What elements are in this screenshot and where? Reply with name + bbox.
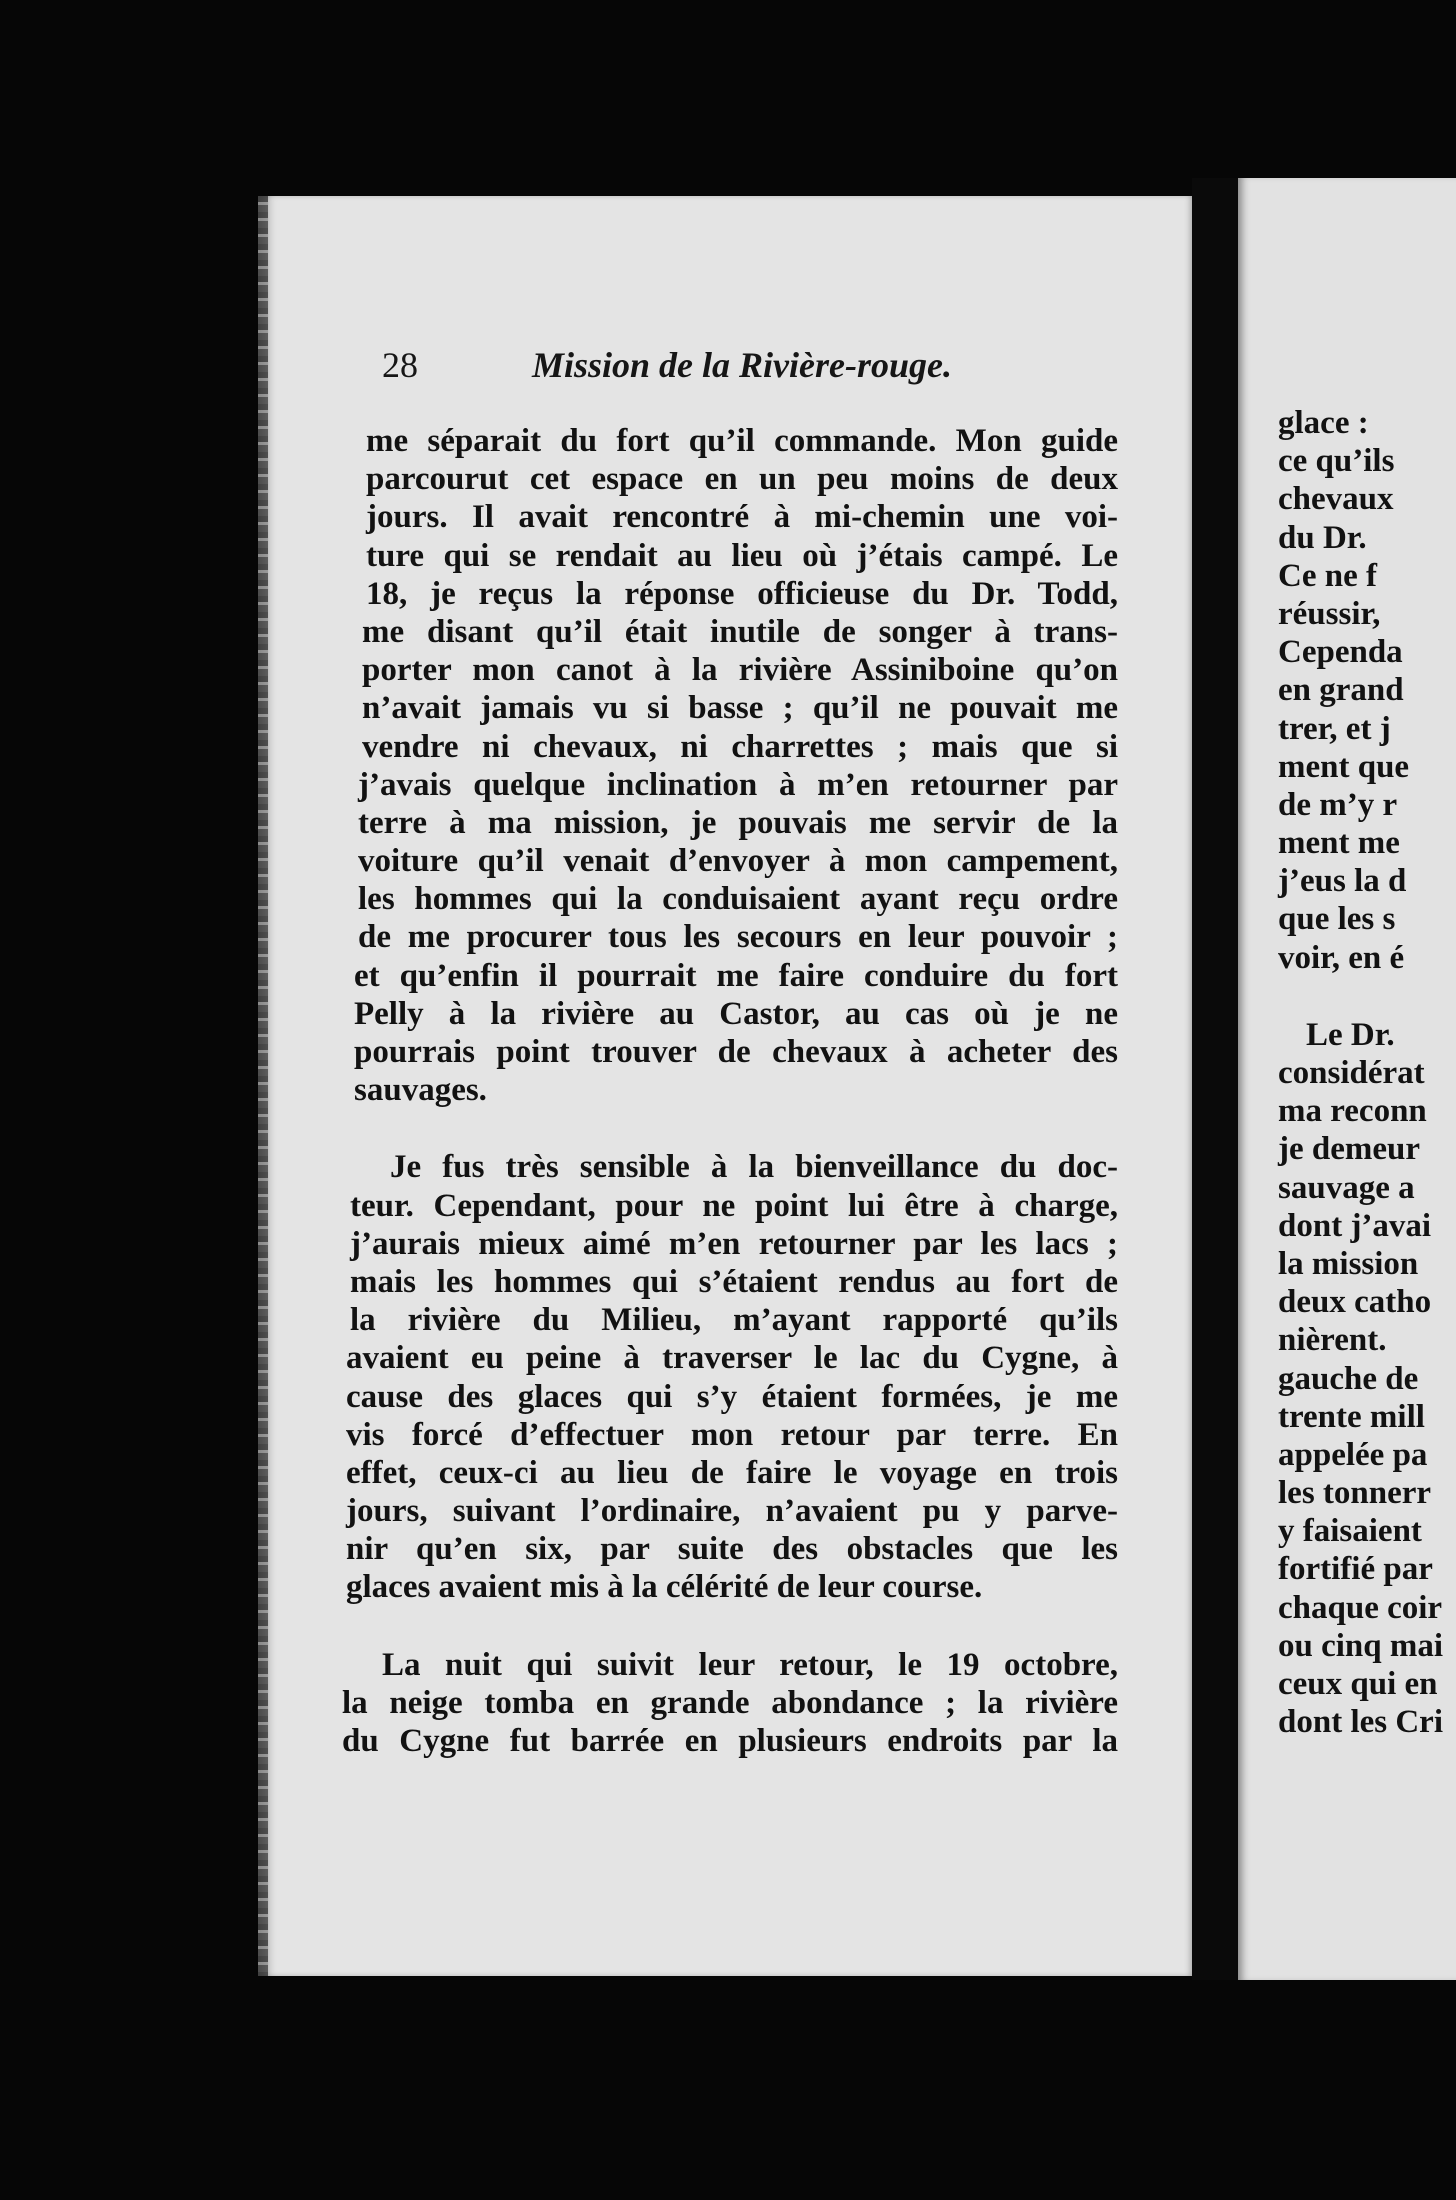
- right-page-text: [1278, 404, 1456, 1741]
- text-line: 18, je reçus la réponse officieuse du Dr. Todd,: [366, 575, 1118, 612]
- text-line: fortifié par: [1278, 1551, 1433, 1588]
- text-line: me séparait du fort qu’il commande. Mon guide: [366, 423, 1118, 459]
- text-line: considérat: [1278, 1055, 1425, 1091]
- text-line: et qu’enfin il pourrait me faire conduire du fort: [354, 957, 1118, 994]
- paragraph-1: [354, 422, 1118, 1109]
- text-line: cause des glaces qui s’y étaient formées, je me: [346, 1378, 1118, 1415]
- text-line: sauvage a: [1278, 1169, 1415, 1206]
- paragraph-gap: [1278, 977, 1456, 1016]
- left-page: [258, 196, 1192, 1976]
- page-number: 28: [382, 345, 418, 385]
- text-line: glaces avaient mis à la célérité de leur course.: [346, 1569, 983, 1606]
- text-line: voiture qu’il venait d’envoyer à mon campement,: [358, 843, 1118, 880]
- text-line: me disant qu’il était inutile de songer à trans-: [362, 613, 1118, 650]
- text-line: porter mon canot à la rivière Assiniboine qu’on: [362, 652, 1118, 689]
- text-line: ma reconn: [1278, 1093, 1427, 1130]
- text-line: y faisaient: [1278, 1513, 1422, 1550]
- text-line: gauche de: [1278, 1360, 1419, 1397]
- text-line: La nuit qui suivit leur retour, le 19 octobre,: [382, 1646, 1118, 1683]
- text-line: j’eus la d: [1278, 863, 1407, 900]
- paragraph-gap: [358, 1607, 1118, 1646]
- text-line: les tonnerr: [1278, 1475, 1432, 1512]
- running-head: [382, 344, 1082, 386]
- text-line: dont j’avai: [1278, 1207, 1432, 1244]
- text-line: ment que: [1278, 748, 1410, 785]
- text-line: appelée pa: [1278, 1436, 1428, 1473]
- text-line: de m’y r: [1278, 786, 1398, 823]
- text-line: ou cinq mai: [1278, 1627, 1444, 1664]
- text-line: jours, suivant l’ordinaire, n’avaient pu y parve-: [346, 1493, 1118, 1530]
- text-line: sauvages.: [354, 1072, 487, 1109]
- text-line: chaque coir: [1278, 1589, 1443, 1626]
- text-line: vendre ni chevaux, ni charrettes ; mais que si: [362, 728, 1118, 765]
- text-line: Le Dr.: [1306, 1016, 1395, 1053]
- text-line: ture qui se rendait au lieu où j’étais campé. Le: [366, 537, 1118, 574]
- paragraph-3: [342, 1646, 1118, 1761]
- text-line: voir, en é: [1278, 939, 1405, 976]
- text-line: Ce ne f: [1278, 557, 1377, 594]
- text-line: en grand: [1278, 672, 1404, 709]
- right-block-2: [1278, 1016, 1456, 1742]
- text-line: deux catho: [1278, 1284, 1432, 1321]
- paragraph-gap: [358, 1109, 1118, 1148]
- text-line: réussir,: [1278, 595, 1381, 632]
- text-line: trer, et j: [1278, 710, 1391, 747]
- right-page-partial: [1238, 178, 1456, 1980]
- text-line: la neige tomba en grande abondance ; la rivière: [342, 1684, 1118, 1721]
- paragraph-2: [346, 1148, 1118, 1606]
- text-line: nir qu’en six, par suite des obstacles que les: [346, 1531, 1118, 1568]
- body-text: [342, 422, 1118, 1760]
- text-line: j’avais quelque inclination à m’en retourner par: [358, 766, 1118, 803]
- text-line: n’avait jamais vu si basse ; qu’il ne pouvait me: [362, 690, 1118, 727]
- text-line: pourrais point trouver de chevaux à acheter des: [354, 1034, 1118, 1070]
- book-gutter: [1192, 178, 1238, 1980]
- text-line: glace :: [1278, 405, 1369, 441]
- text-line: Cependa: [1278, 634, 1403, 671]
- running-title: Mission de la Rivière-rouge.: [532, 345, 952, 385]
- text-line: ment me: [1278, 825, 1400, 862]
- text-line: de me procurer tous les secours en leur pouvoir ;: [358, 919, 1118, 956]
- text-line: les hommes qui la conduisaient ayant reçu ordre: [358, 881, 1118, 918]
- text-line: chevaux: [1278, 481, 1394, 518]
- text-line: ceux qui en: [1278, 1666, 1438, 1702]
- text-line: que les s: [1278, 901, 1396, 938]
- text-line: terre à ma mission, je pouvais me servir de la: [358, 804, 1118, 841]
- text-line: j’aurais mieux aimé m’en retourner par les lacs ;: [350, 1225, 1118, 1262]
- text-line: Pelly à la rivière au Castor, au cas où je ne: [354, 995, 1118, 1032]
- text-line: parcourut cet espace en un peu moins de deux: [366, 461, 1118, 498]
- text-line: ce qu’ils: [1278, 443, 1395, 480]
- text-line: vis forcé d’effectuer mon retour par terre. En: [346, 1416, 1118, 1453]
- text-line: teur. Cependant, pour ne point lui être à charge,: [350, 1187, 1118, 1224]
- text-line: nièrent.: [1278, 1322, 1387, 1359]
- text-line: jours. Il avait rencontré à mi-chemin une voi-: [366, 499, 1118, 536]
- text-line: avaient eu peine à traverser le lac du Cygne, à: [346, 1340, 1118, 1377]
- text-line: la rivière du Milieu, m’ayant rapporté qu’ils: [350, 1302, 1118, 1339]
- text-line: mais les hommes qui s’étaient rendus au fort de: [350, 1263, 1118, 1300]
- text-line: dont les Cri: [1278, 1704, 1443, 1741]
- text-line: Je fus très sensible à la bienveillance du doc-: [390, 1149, 1118, 1186]
- text-line: trente mill: [1278, 1398, 1425, 1435]
- text-line: la mission: [1278, 1245, 1419, 1282]
- text-line: du Dr.: [1278, 519, 1367, 556]
- text-line: effet, ceux-ci au lieu de faire le voyage en trois: [346, 1454, 1118, 1491]
- text-line: du Cygne fut barrée en plusieurs endroits par la: [342, 1723, 1118, 1759]
- right-block-1: [1278, 404, 1456, 977]
- text-line: je demeur: [1278, 1131, 1421, 1168]
